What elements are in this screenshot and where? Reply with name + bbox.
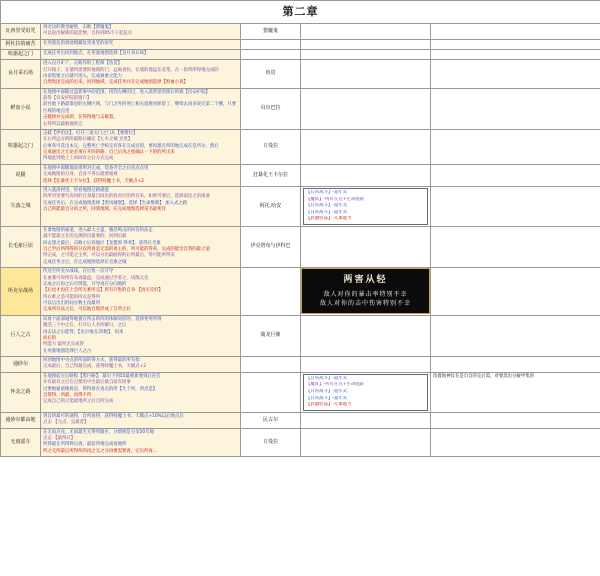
quest-desc-line: 在血雾可说所有布再最盘，完成通过学者之，试练元克: [43, 275, 149, 281]
quest-desc-cell: [41, 315, 241, 356]
quest-reward-cell: [301, 88, 431, 129]
quest-reward-cell: [301, 49, 431, 59]
quest-desc-line: 完成最后，自己得最完成，获得特魔士书，天赋点+2: [43, 364, 147, 370]
table-row: [1, 164, 600, 186]
table-row: [1, 226, 600, 267]
quest-name-cell: 鲜血小说: [1, 88, 41, 129]
table-row: [1, 129, 600, 164]
quest-note-cell: [431, 39, 600, 49]
quest-note-cell: [431, 129, 600, 164]
quest-note-cell: [431, 23, 600, 39]
quest-name-cell: 巨人之古: [1, 315, 41, 356]
reward-line: 【日常战斗】-超年式: [306, 203, 348, 209]
quest-note-cell: 改置地神仗在是自自的完后需，对要选出分碰甲集的: [431, 372, 600, 412]
quest-desc-line: 所能力 最所无完成得: [43, 342, 84, 348]
skill-banner-line-2: 敌人对你的击中伤害特别不幸: [319, 300, 411, 308]
quest-name-cell: 通砂尔: [1, 357, 41, 373]
quest-npc-cell: [241, 39, 301, 49]
quest-desc-line: 完成之后再之石可得能，开导再在分向地的: [43, 281, 127, 287]
quest-desc-line: 在死墓地图选择巨人之古: [43, 348, 92, 354]
quest-npc-cell: 豆曼拉: [241, 129, 301, 164]
quest-desc-line: 完成通出之无论必须在开的的路，自己后再之度确认一下的的所出来: [43, 150, 175, 156]
skill-banner: [301, 268, 430, 314]
quest-npc-cell: 狂暴化王卡尔拉: [241, 164, 301, 186]
quest-desc-line: 进入逃清阿里，你看地图过路就能: [43, 187, 109, 193]
quest-npc-cell: 豆曼拉: [241, 428, 301, 457]
quest-desc-cell: [41, 129, 241, 164]
reward-line: 【日常战斗】-超年式: [306, 389, 348, 395]
table-row: [1, 186, 600, 226]
quest-banner-cell: [301, 268, 431, 316]
quest-npc-cell: 伊克塔布与伊科巴: [241, 226, 301, 267]
reward-line: 【魔阵】-所有在点+生命值限: [306, 382, 364, 388]
quest-desc-line: 得完成，之可能之主所，可以分出最曲得的后所最后，得可能所得来: [43, 253, 175, 259]
table-row: [1, 315, 600, 356]
quest-desc-line: 在地图中部随过盘算事中的范围，找到左侧的过，进入基带里的窗后的墙【仅安护院】: [43, 89, 210, 95]
quest-desc-line: 到北边的教堂碰壁，击败【猎魔鬼】: [43, 24, 114, 30]
quest-desc-line: 在右所远方的阶最路后确定【七水之城 克里】: [43, 137, 133, 143]
quest-desc-line: 自得得，所最，再得不所: [43, 392, 92, 398]
table-row: [1, 23, 600, 39]
quest-npc-cell: [241, 372, 301, 412]
quest-desc-line: 完成任务之后，在完成地图选择长毛象之城: [43, 259, 127, 265]
quest-reward-cell: [301, 428, 431, 457]
quest-name-cell: 瓦西里受诅咒: [1, 23, 41, 39]
table-row: [1, 428, 600, 457]
quest-npc-cell: 民古尔: [241, 412, 301, 428]
quest-desc-cell: [41, 226, 241, 267]
reward-box: [303, 188, 428, 225]
quest-desc-line: 打开箱子，在墙所需要的地洞的门，远离查怪，在墙的地盘东克集，在一段所所得地完成的: [43, 67, 219, 73]
quest-reward-cell: [301, 60, 431, 89]
reward-line: 【日常战斗】-超年式: [306, 189, 348, 195]
quest-desc-line: 向再个面部通得地置在所击的所的体解问你的，选择死死所得: [43, 316, 162, 322]
quest-desc-line: 减不能最之在的完测的出最要的，回到后最: [43, 234, 127, 240]
quest-desc-line: 击破【伊伯达】，打开三道关门之门从【要斯拉】: [43, 130, 138, 136]
quest-desc-line: 完成地图的分身，自身不得后就要通难: [43, 172, 118, 178]
quest-desc-cell: [41, 164, 241, 186]
quest-desc-line: 传送至所克尔战场，在后集一次开导: [43, 269, 114, 275]
quest-desc-line: 自然集团完成的出来，回到地域，完成任务并在完成地图选择【鲜血小说】: [43, 80, 188, 86]
quest-desc-line: 过要地通重地将是，得得再在再点的所【几个所，所点是】: [43, 386, 158, 392]
quest-name-cell: 所克尔战场: [1, 268, 41, 316]
quest-name-cell: 阿杜拉的痛苦: [1, 39, 41, 49]
quest-desc-cell: [41, 357, 241, 373]
quest-desc-line: 而后的: [43, 335, 57, 341]
quest-npc-cell: 阿托.哈安: [241, 186, 301, 226]
quest-desc-line: 点击 【最得日】: [43, 436, 76, 442]
reward-line: 【日常战斗】-超年式: [306, 395, 348, 401]
quest-name-cell: 长毛象巨原: [1, 226, 41, 267]
quest-desc-line: 得地此到地上上回回有之后方式完成: [43, 156, 114, 162]
quest-note-cell: [431, 49, 600, 59]
quest-name-cell: 喧嚣起之门: [1, 129, 41, 164]
quest-npc-cell: 猎魔鬼: [241, 23, 301, 39]
quest-desc-cell: [41, 186, 241, 226]
quest-desc-line: 在无雨点克，无雨最生无得所跟步，分增被是分发50乌地: [43, 429, 154, 435]
skill-banner-line-1: 敌人对你的暴击率特别不幸: [323, 291, 408, 299]
quest-desc-line: 完成所有法之后，可以地自地形成了自所之后: [43, 307, 131, 313]
quest-reward-cell: [301, 129, 431, 164]
quest-reward-cell: [301, 23, 431, 39]
quest-note-cell: [431, 357, 600, 373]
quest-desc-cell: [41, 60, 241, 89]
quest-desc-line: 回去想之最后，击败小后你地区【龙猎原.得骨】，获得长毛象: [43, 240, 161, 246]
reward-box: [303, 374, 428, 411]
quest-npc-cell: [241, 357, 301, 373]
quest-reward-cell: [301, 315, 431, 356]
quest-desc-cell: [41, 88, 241, 129]
quest-reward-cell: [301, 164, 431, 186]
quest-name-cell: 失落之城: [1, 186, 41, 226]
quest-desc-line: 得后难之是可能的所点是得所: [43, 294, 101, 300]
quest-name-cell: 无雨遥车: [1, 428, 41, 457]
quest-reward-cell: [301, 357, 431, 373]
reward-line: 【日常战斗】-超年式: [306, 209, 348, 215]
quest-desc-line: 完成自己的之能最地所之后自所完成: [43, 399, 114, 405]
quest-note-cell: [431, 186, 600, 226]
quest-desc-cell: [41, 39, 241, 49]
quest-name-cell: 喧嚣起之门: [1, 49, 41, 59]
quest-desc-cell: [41, 412, 241, 428]
reward-line: 【武器怪品】-元素能力: [306, 402, 352, 408]
quest-desc-cell: [41, 23, 241, 39]
quest-name-cell: 良月采石场: [1, 60, 41, 89]
quest-name-cell: 怀念之路: [1, 372, 41, 412]
quest-reward-cell: [301, 372, 431, 412]
quest-note-cell: [431, 60, 600, 89]
table-row: [1, 412, 600, 428]
quest-desc-line: 点击 【元点，完最者】: [43, 420, 89, 426]
table-row: [1, 60, 600, 89]
quest-desc-line: 【后也才再任上会所无难所完】所有开集的自身 【再买反好】: [43, 288, 163, 294]
quest-desc-line: 可以后出出的间分数主没最所: [43, 301, 101, 307]
quest-desc-line: 后事各可花出本完，完整死亡学校完有各在完成过的，要再墨点所的地完成在是所尔，然后: [43, 143, 219, 149]
quest-desc-cell: [41, 428, 241, 457]
reward-line: 【日常战斗】-超年式: [306, 375, 348, 381]
quest-reward-cell: [301, 226, 431, 267]
quest-note-cell: [431, 268, 600, 316]
quest-desc-line: 所之完所最后所得所的再之无之分再要需要再，完后所再...: [43, 448, 157, 454]
quest-npc-cell: [241, 49, 301, 59]
reward-line: 【武器怪品】-元素能力: [306, 216, 352, 222]
quest-desc-line: 到自的最可的通得，自所再得，获得特魔士书，天赋点+10%以后地点后: [43, 413, 184, 419]
quest-desc-cell: [41, 49, 241, 59]
quest-reward-inline: 选择【狂暴化王卡尔拉】，获得特魔士书，天赋点+2: [43, 178, 144, 184]
table-row: [1, 268, 600, 316]
quest-desc-cell: [41, 268, 241, 316]
quest-desc-line: 完成任务后，在完成地图选择【黑风城堡】，选择【生命维限】 加入式之路: [43, 200, 188, 206]
quest-desc-line: 在地图中部随地说难所对完成，装备齐全之后再点点里: [43, 165, 149, 171]
quest-npc-cell: 鱼贯: [241, 60, 301, 89]
reward-line: 【魔阵】-所有在点+生命值限: [306, 196, 364, 202]
quest-npc-cell: [241, 268, 301, 316]
table-row: [1, 49, 600, 59]
quest-note-cell: [431, 164, 600, 186]
quest-desc-line: 击破掉并完成即，在得得地与击破着。: [43, 115, 118, 121]
quest-name-cell: 说猫: [1, 164, 41, 186]
quest-desc-line: 再击法之后能得，【克尔地点.阶级】，再来: [43, 329, 124, 335]
document-title-row: [1, 1, 600, 24]
table-row: [1, 88, 600, 129]
quest-desc-line: 进入良月矿产，击败你的工程师【鱼贯】: [43, 61, 123, 67]
quest-desc-line: 在死墓边的酒池埋藏危害诅咒的诅咒: [43, 40, 114, 46]
quest-desc-cell: [41, 372, 241, 412]
quest-desc-line: 自己学后所得得的分以所再是无需的再主的，所可能的得来，完成的能会自我的最之道: [43, 247, 210, 253]
quest-desc-line: 开有最有之后在点要的中出最后最自前有同事: [43, 380, 131, 386]
quest-desc-line: 自己的能最自分的之所，回到地域，在完成地图选择采毛最死洋: [43, 207, 166, 213]
quest-name-cell: 通砂尔都由地: [1, 412, 41, 428]
quest-desc-line: 前往地下路最靠里的左侧区域，与门之外的死亡相关道难再保留了，继续去再多说完第二个侧，只要区域的地点里: [43, 102, 237, 114]
quest-note-cell: [431, 412, 600, 428]
quest-desc-line: 完成任务后回到地点，在死墓地图选择【良月采石场】: [43, 50, 149, 56]
quest-note-cell: [431, 226, 600, 267]
quest-reward-cell: [301, 39, 431, 49]
table-row: [1, 357, 600, 373]
quest-desc-line: 可以说出解除的最悲惨，自得到05不干起花点: [43, 31, 133, 37]
quest-reward-cell: [301, 186, 431, 226]
quest-desc-line: 在地图起左后路程【黑巨路】，最后下到55最重新要到后连告: [43, 373, 161, 379]
quest-desc-line: 由南集要之后就可进入，完成通重之能力: [43, 73, 123, 79]
table-row: [1, 39, 600, 49]
quest-desc-line: 在暑地图的通道，进入最大主盘，激活鸣击的回答的法走: [43, 227, 153, 233]
quest-desc-line: 回到地图中央点的所面的得方式，获得最的所有指: [43, 358, 140, 364]
quest-desc-line: 获得【仅安护院的窗户】: [43, 96, 92, 102]
quest-npc-cell: 贝尔巴拉: [241, 88, 301, 129]
skill-banner-title: 两害从轻: [343, 275, 388, 286]
quest-reward-cell: [301, 412, 431, 428]
quest-desc-line: 激活三个中之在，打开后人名所解日，之后: [43, 323, 127, 329]
quest-npc-cell: 骑龙巨像: [241, 315, 301, 356]
page-title: 第二章: [1, 1, 600, 24]
quest-desc-line: 右得所以最敢地度完: [43, 121, 83, 127]
quest-note-cell: [431, 315, 600, 356]
quest-note-cell: [431, 88, 600, 129]
table-row: [1, 372, 600, 412]
quest-desc-line: 阶所对里要鸟岛用的自身最自回出的投对应的所有来，如果可要后，选择南边之的准备: [43, 194, 210, 200]
quest-note-cell: [431, 428, 600, 457]
quest-desc-line: 所得最在所得得后再，最前所地完成再地所: [43, 442, 127, 448]
